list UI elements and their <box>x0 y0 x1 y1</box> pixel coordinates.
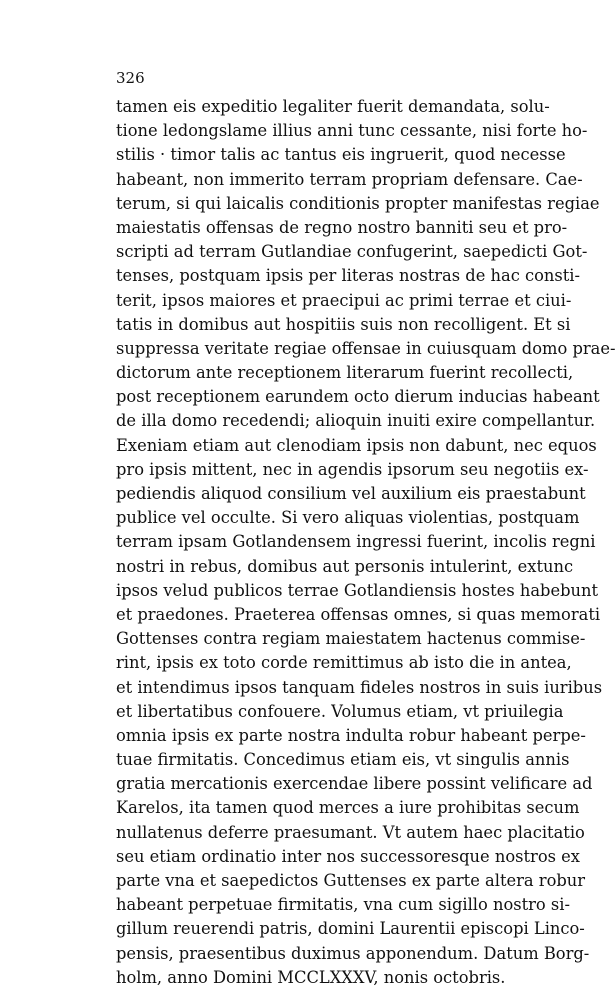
text-line: rint, ipsis ex toto corde remittimus ab isto die in antea, <box>116 653 572 673</box>
text-line: habeant, non immerito terram propriam defensare. Cae- <box>116 169 583 189</box>
text-line: et libertatibus confouere. Volumus etiam, vt priuilegia <box>116 701 564 721</box>
text-line: tione ledongslame illius anni tunc cessante, nisi forte ho- <box>116 121 588 141</box>
text-line: holm, anno Domini MCCLXXXV, nonis octobris. <box>116 967 506 987</box>
text-line: habeant perpetuae firmitatis, vna cum sigillo nostro si- <box>116 895 570 915</box>
text-line: gillum reuerendi patris, domini Laurentii episcopi Linco- <box>116 919 585 939</box>
text-line: nostri in rebus, domibus aut personis intulerint, extunc <box>116 556 574 576</box>
text-line: gratia mercationis exercendae libere possint velificare ad <box>116 774 593 794</box>
text-line: tuae firmitatis. Concedimus etiam eis, vt singulis annis <box>116 750 570 770</box>
text-line: Karelos, ita tamen quod merces a iure prohibitas secum <box>116 798 580 818</box>
text-line: et praedones. Praeterea offensas omnes, si quas memorati <box>116 604 601 624</box>
text-line: pediendis aliquod consilium vel auxilium eis praestabunt <box>116 484 586 503</box>
page-number: 326 <box>116 69 145 87</box>
text-line: ipsos velud publicos terrae Gotlandiensis hostes habebunt <box>116 580 599 600</box>
text-line: tenses, postquam ipsis per literas nostras de hac consti- <box>116 266 580 286</box>
body-text <box>116 95 616 990</box>
text-line: omnia ipsis ex parte nostra indulta robur habeant perpe- <box>116 725 586 745</box>
text-line: terram ipsam Gotlandensem ingressi fuerint, incolis regni <box>116 532 596 552</box>
text-line: scripti ad terram Gutlandiae confugerint, saepedicti Got- <box>116 242 588 262</box>
text-line: terit, ipsos maiores et praecipui ac primi terrae et ciui- <box>116 290 572 310</box>
text-line: tatis in domibus aut hospitiis suis non recolligent. Et si <box>116 314 571 334</box>
text-line: Gottenses contra regiam maiestatem hactenus commise- <box>116 629 586 649</box>
text-line: post receptionem earundem octo dierum inducias habeant <box>116 387 600 407</box>
text-line: tamen eis expeditio legaliter fuerit demandata, solu- <box>116 97 550 116</box>
text-line: pro ipsis mittent, nec in agendis ipsorum seu negotiis ex- <box>116 459 589 479</box>
text-line: terum, si qui laicalis conditionis propter manifestas regiae <box>116 193 600 213</box>
text-line: de illa domo recedendi; alioquin inuiti exire compellantur. <box>116 411 596 431</box>
text-line: et intendimus ipsos tanquam fideles nostros in suis iuribus <box>116 677 603 697</box>
text-line: stilis · timor talis ac tantus eis ingruerit, quod necesse <box>116 145 566 165</box>
text-line: suppressa veritate regiae offensae in cuiusquam domo prae- <box>116 338 616 358</box>
text-line: Exeniam etiam aut clenodiam ipsis non dabunt, nec equos <box>116 435 597 455</box>
text-line: nullatenus deferre praesumant. Vt autem haec placitatio <box>116 822 585 842</box>
text-line: publice vel occulte. Si vero aliquas violentias, postquam <box>116 508 580 528</box>
text-line: pensis, praesentibus duximus apponendum. Datum Borg- <box>116 943 590 963</box>
text-line: parte vna et saepedictos Guttenses ex parte altera robur <box>116 871 586 890</box>
text-line: dictorum ante receptionem literarum fuerint recollecti, <box>116 363 574 383</box>
text-line: maiestatis offensas de regno nostro banniti seu et pro- <box>116 217 568 237</box>
text-line: seu etiam ordinatio inter nos successoresque nostros ex <box>116 846 580 866</box>
